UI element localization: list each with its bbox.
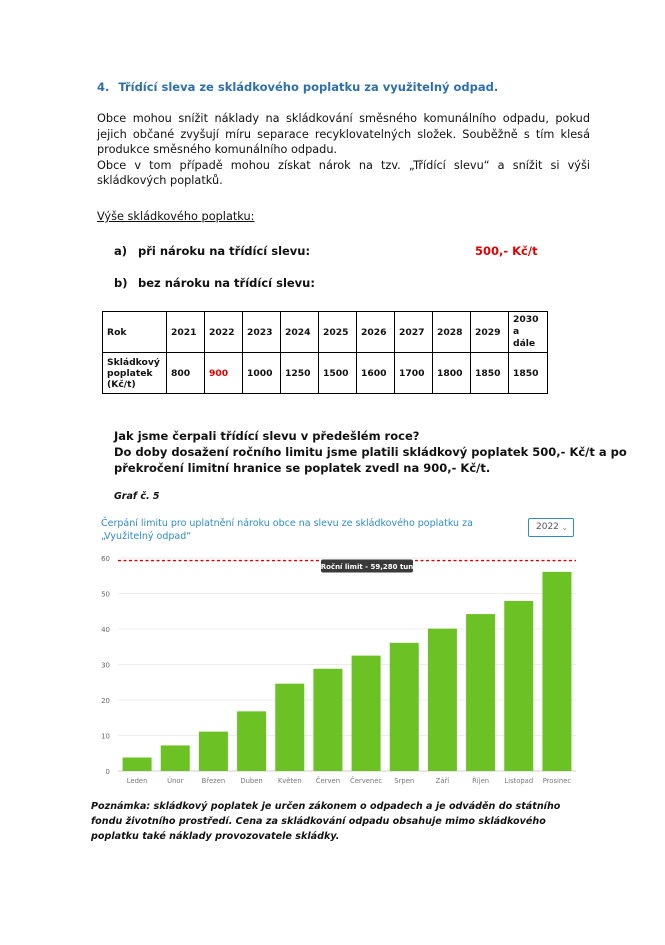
fee-title: Výše skládkového poplatku: [97, 210, 255, 223]
bar [542, 572, 571, 771]
section-heading [97, 80, 498, 94]
fee-item-b [114, 276, 315, 290]
table-cell: 1600 [357, 353, 395, 394]
fee-item-a-label: při nároku na třídící slevu: [138, 244, 311, 258]
bar [352, 656, 381, 771]
bar [466, 614, 495, 771]
limit-line-group [118, 560, 576, 573]
graph-caption: Graf č. 5 [114, 491, 160, 502]
fee-item-b-letter: b) [114, 276, 128, 290]
x-tick-label: Srpen [394, 777, 415, 785]
table-cell: Rok [103, 312, 167, 353]
y-tick-label: 10 [101, 732, 110, 741]
table-cell: 2029 [471, 312, 509, 353]
fee-item-a-value: 500,- Kč/t [475, 244, 538, 258]
table-cell: 1250 [281, 353, 319, 394]
x-tick-label: Únor [167, 777, 184, 785]
table-cell: 800 [167, 353, 205, 394]
table-cell: 2022 [205, 312, 243, 353]
x-tick-label: Listopad [504, 777, 534, 785]
table-cell: 1850 [509, 353, 548, 394]
bar [237, 711, 266, 771]
question-line-2: Do doby dosažení ročního limitu jsme platili skládkový poplatek 500,- Kč/t a po překročení limitní hranice se poplatek zvedl na 900,- Kč/t. [114, 445, 627, 475]
section-title: Třídící sleva ze skládkového poplatku za využitelný odpad. [118, 80, 499, 94]
chart-title: Čerpání limitu pro uplatnění nároku obce na slevu ze skládkového poplatku za „Využitelný odpad“ [101, 518, 473, 542]
table-cell: 2027 [395, 312, 433, 353]
fee-item-b-label: bez nároku na třídící slevu: [138, 276, 315, 290]
x-tick-label: Duben [240, 777, 263, 785]
intro-paragraph-2: Obce v tom případě mohou získat nárok na tzv. „Třídící slevu“ a snížit si výši skládkových poplatků. [97, 158, 590, 188]
x-tick-label: Březen [201, 777, 226, 785]
y-tick-label: 40 [101, 626, 110, 634]
x-tick-label: Leden [126, 777, 148, 785]
limit-label: Roční limit - 59,280 tun [320, 563, 414, 572]
y-tick-label: 30 [101, 661, 110, 670]
table-cell-highlight: 900 [205, 353, 243, 394]
table-cell: 1500 [319, 353, 357, 394]
bar [123, 758, 152, 771]
x-axis-labels [127, 776, 572, 785]
year-select[interactable] [528, 518, 574, 537]
chevron-down-icon: ⌄ [561, 523, 568, 532]
table-cell: Skládkový poplatek (Kč/t) [103, 353, 167, 394]
bar [313, 669, 342, 771]
y-tick-label: 60 [101, 555, 110, 563]
section-number: 4. [97, 80, 110, 94]
bar [161, 745, 190, 771]
table-cell: 1000 [243, 353, 281, 394]
x-tick-label: Prosinec [542, 777, 572, 785]
limit-bar-chart [90, 548, 585, 793]
bar [428, 629, 457, 771]
x-tick-label: Červenec [350, 777, 383, 785]
y-tick-label: 20 [101, 697, 110, 705]
table-cell: 2026 [357, 312, 395, 353]
y-tick-label: 0 [105, 768, 110, 776]
intro-text [97, 111, 590, 189]
x-tick-label: Květen [277, 777, 302, 785]
table-row [103, 312, 548, 353]
y-axis-ticks [101, 555, 110, 776]
fee-table [102, 311, 548, 394]
question-block [114, 428, 665, 476]
fee-item-a-letter: a) [114, 244, 128, 258]
question-line-1: Jak jsme čerpali třídící slevu v předešlém roce? [114, 429, 420, 443]
year-select-value: 2022 [536, 522, 559, 532]
x-tick-label: Září [435, 777, 450, 785]
bar [199, 732, 228, 771]
x-tick-label: Říjen [472, 777, 490, 785]
intro-paragraph-1: Obce mohou snížit náklady na skládkování směsného komunálního odpadu, pokud jejich občané zvyšují míru separace recyklovatelných složek. Souběžně s tím klesá produkce směsného komunálního odpadu. [97, 112, 590, 157]
table-cell: 2028 [433, 312, 471, 353]
table-cell: 2023 [243, 312, 281, 353]
table-cell: 2025 [319, 312, 357, 353]
bar [275, 684, 304, 771]
bar [504, 601, 533, 771]
table-cell: 1700 [395, 353, 433, 394]
table-cell: 2021 [167, 312, 205, 353]
table-cell: 1800 [433, 353, 471, 394]
table-row [103, 353, 548, 394]
chart-bars [123, 572, 572, 771]
x-tick-label: Červen [315, 777, 341, 785]
table-cell: 2030 a dále [509, 312, 548, 353]
fee-item-a [114, 244, 310, 258]
bar [390, 643, 419, 771]
y-tick-label: 50 [101, 590, 110, 599]
table-cell: 2024 [281, 312, 319, 353]
footnote: Poznámka: skládkový poplatek je určen zákonem o odpadech a je odváděn do státního fondu životního prostředí. Cena za skládkování odpadu obsahuje mimo skládkového poplatku také náklady provozovatele skládky. [91, 801, 561, 842]
table-cell: 1850 [471, 353, 509, 394]
